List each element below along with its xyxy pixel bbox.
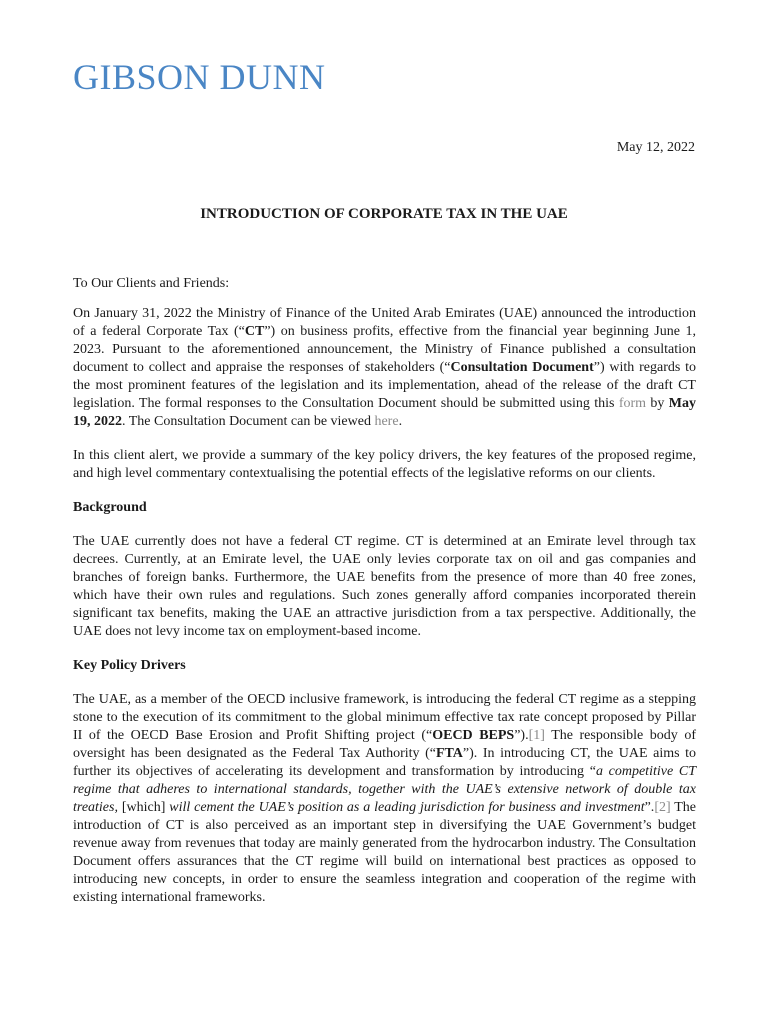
drivers-text: ”. xyxy=(644,800,655,815)
drivers-text: ”). In introducing CT, the UAE aims to further its objectives of accelerating its development and transformation by introducing “ xyxy=(73,746,696,779)
intro-text: by xyxy=(646,396,669,411)
consultation-document-term: Consultation Document xyxy=(450,360,594,375)
here-link[interactable]: here xyxy=(374,414,399,429)
drivers-paragraph xyxy=(73,691,696,907)
intro-paragraph xyxy=(73,305,696,431)
deadline-date: May 19, 2022 xyxy=(73,396,696,429)
drivers-text: The UAE, as a member of the OECD inclusive framework, is introducing the federal CT regime as a stepping stone to the execution of its commitment to the global minimum effective tax rate concept proposed by Pillar II of the OECD Base Erosion and Profit Shifting project (“ xyxy=(73,692,696,743)
intro-text: ”) with regards to the most prominent features of the legislation and its implementation, ahead of the release of the draft CT legislation. The formal responses to the Consultation Document should be submitted using this xyxy=(73,360,696,411)
footnote-1-link[interactable]: [1] xyxy=(528,728,545,743)
intro-text: ”) on business profits, effective from the financial year beginning June 1, 2023. Pursuant to the aforementioned announcement, the Ministry of Finance published a consultation document to collect and appraise the responses of stakeholders (“ xyxy=(73,324,696,375)
quote-italic: will cement the UAE’s position as a leading jurisdiction for business and investment xyxy=(169,800,645,815)
form-link[interactable]: form xyxy=(618,396,647,411)
salutation: To Our Clients and Friends: xyxy=(73,276,230,291)
intro-text: . xyxy=(398,414,403,429)
oecd-beps-term: OECD BEPS xyxy=(432,728,515,743)
drivers-text: ”). xyxy=(514,728,529,743)
firm-logo: GIBSON DUNN xyxy=(73,57,326,97)
intro-text: On January 31, 2022 the Ministry of Finance of the United Arab Emirates (UAE) announced the introduction of a federal Corporate Tax (“ xyxy=(73,306,696,339)
document-body xyxy=(73,275,696,923)
drivers-text: The introduction of CT is also perceived as an important step in diversifying the UAE Government’s budget revenue away from revenues that today are mainly generated from the hydrocarbon industry. The Consultation Document offers assurances that the CT regime will build on international best practices as opposed to introducing new concepts, in order to ensure the seamless integration and cooperation of the regime with existing international frameworks. xyxy=(73,800,697,905)
summary-paragraph: In this client alert, we provide a summary of the key policy drivers, the key features of the proposed regime, and high level commentary contextualising the potential effects of the legislative reforms on our clients. xyxy=(73,448,696,481)
drivers-text: [which] xyxy=(117,800,170,815)
ct-term: CT xyxy=(244,324,265,339)
document-title: INTRODUCTION OF CORPORATE TAX IN THE UAE xyxy=(200,206,568,222)
quote-italic: a competitive CT regime that adheres to international standards, together with the UAE’s extensive network of double tax treaties, xyxy=(73,764,696,815)
drivers-text: The responsible body of oversight has been designated as the Federal Tax Authority (“ xyxy=(73,728,696,761)
footnote-2-link[interactable]: [2] xyxy=(654,800,671,815)
fta-term: FTA xyxy=(435,746,463,761)
background-heading: Background xyxy=(73,500,147,515)
background-paragraph: The UAE currently does not have a federal CT regime. CT is determined at an Emirate level through tax decrees. Currently, at an Emirate level, the UAE only levies corporate tax on oil and gas companies and branches of foreign banks. Furthermore, the UAE benefits from the presence of more than 40 free zones, which have their own rules and regulations. Such zones generally afford companies incorporated therein significant tax benefits, making the UAE an attractive jurisdiction from a tax perspective. Additionally, the UAE does not levy income tax on employment-based income. xyxy=(73,534,696,639)
key-policy-drivers-heading: Key Policy Drivers xyxy=(73,658,186,673)
document-date: May 12, 2022 xyxy=(616,140,695,155)
intro-text: . The Consultation Document can be viewed xyxy=(122,414,375,429)
